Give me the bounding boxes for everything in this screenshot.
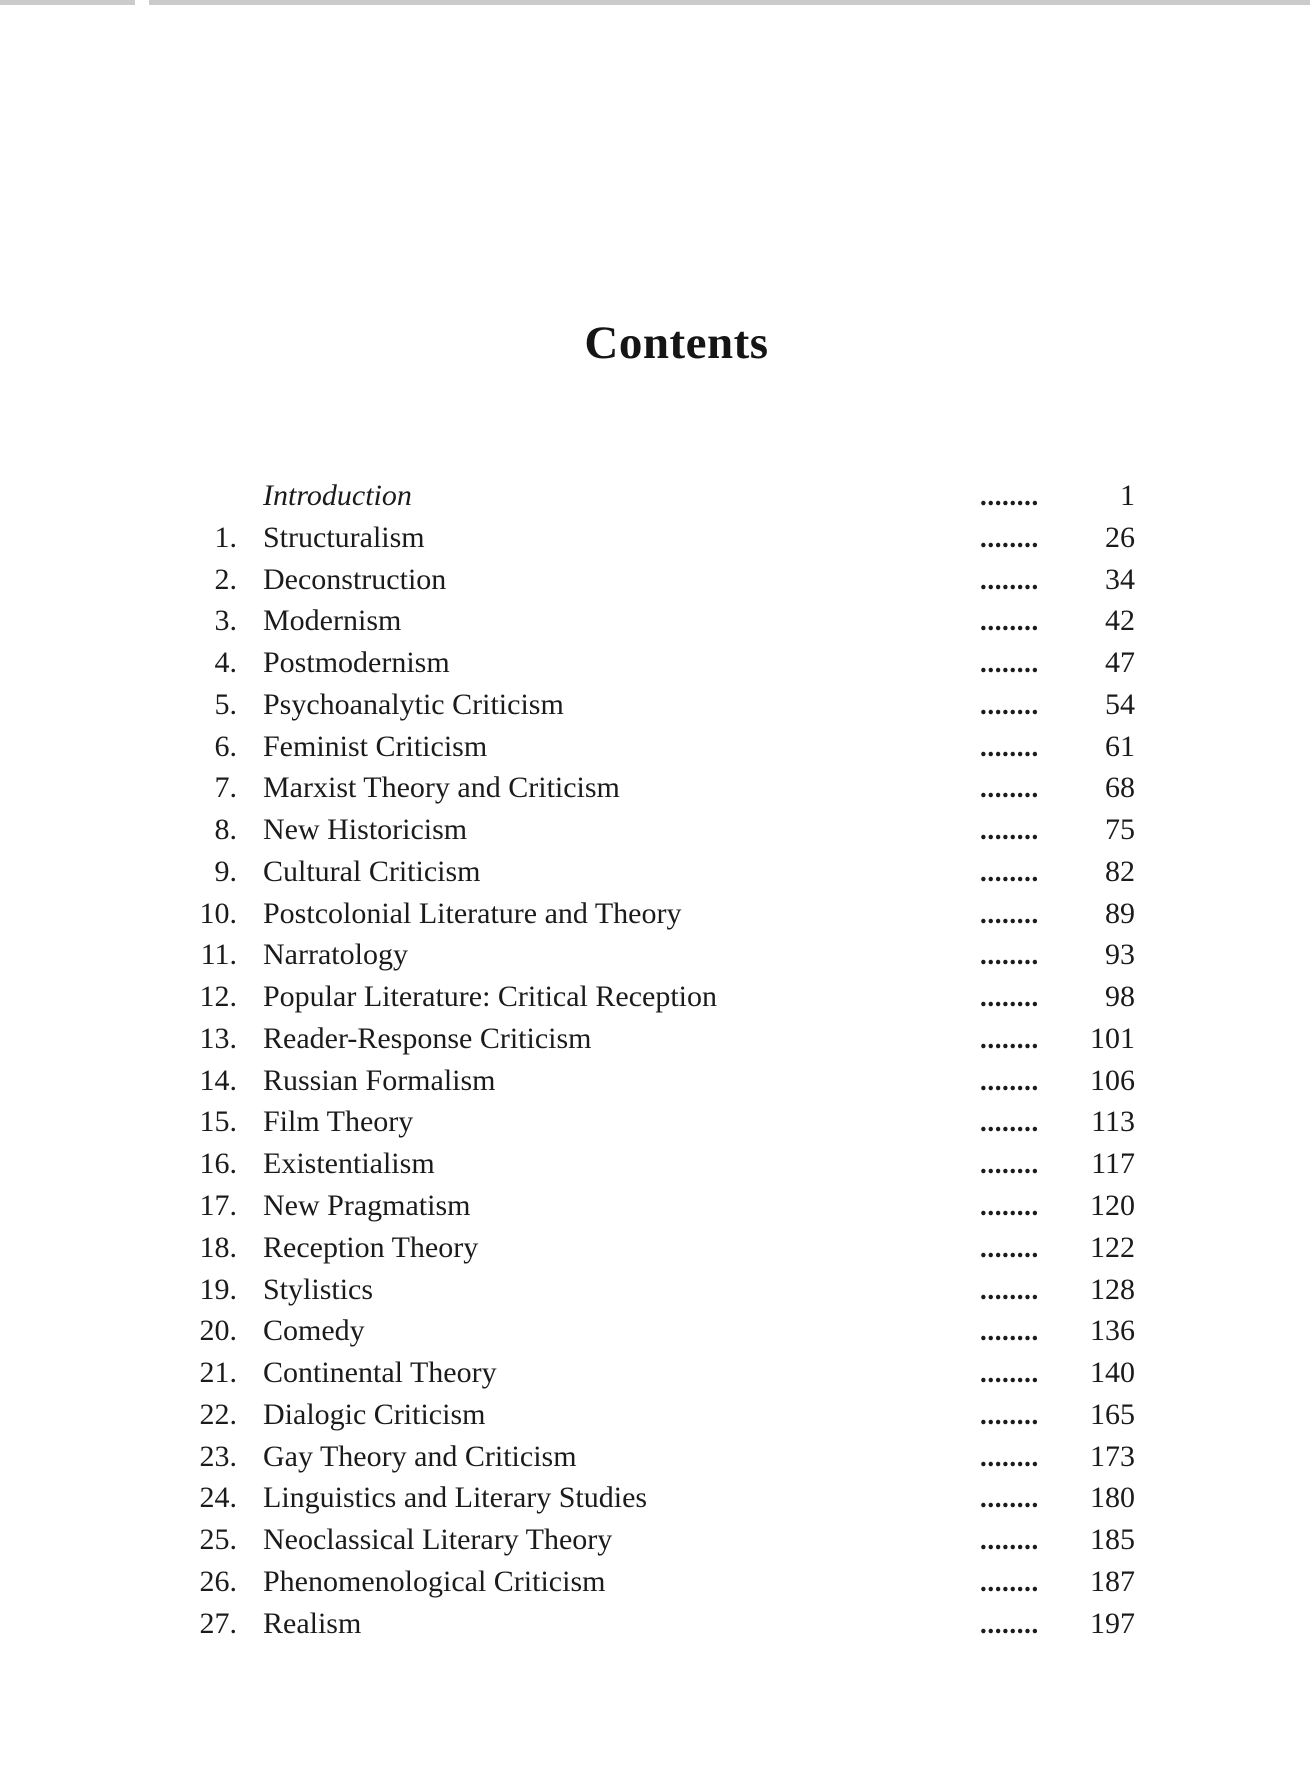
toc-entry-page-number: 54 [1105,687,1135,721]
toc-entry-number: 10. [199,896,237,930]
toc-entry-page-number: 120 [1090,1189,1135,1223]
toc-entry-page-number: 173 [1090,1439,1135,1473]
toc-entry-title: Postmodernism [263,646,450,680]
toc-row [190,1310,1135,1352]
toc-entry-page-number: 128 [1090,1272,1135,1306]
toc-row [190,1101,1135,1143]
toc-entry-title: Russian Formalism [263,1063,496,1097]
toc-row [190,1018,1135,1060]
toc-entry-title: Cultural Criticism [263,854,481,888]
toc-entry-number: 15. [199,1105,237,1139]
toc-entry-title: Gay Theory and Criticism [263,1439,577,1473]
toc-entry-page-number: 82 [1105,854,1135,888]
toc-entry-page-number: 42 [1105,604,1135,638]
page-title: Contents [584,317,769,369]
toc-entry-number: 5. [214,687,237,721]
toc-entry-title: Marxist Theory and Criticism [263,771,620,805]
toc-row [190,600,1135,642]
toc-entry-title: Phenomenological Criticism [263,1564,606,1598]
toc-entry-title: Psychoanalytic Criticism [263,687,564,721]
toc-entry-number: 27. [199,1606,237,1640]
toc-entry-title: Stylistics [263,1272,374,1306]
toc-dot-leader: ........ [980,689,1039,720]
toc-dot-leader: ........ [980,1441,1039,1472]
toc-dot-leader: ........ [980,1274,1039,1305]
toc-entry-page-number: 197 [1090,1606,1135,1640]
toc-entry-number: 13. [199,1021,237,1055]
toc-dot-leader: ........ [980,1358,1039,1389]
toc-dot-leader: ........ [980,940,1039,971]
toc-entry-number: 11. [200,938,237,972]
toc-row [190,517,1135,559]
toc-entry-number: 23. [199,1439,237,1473]
toc-dot-leader: ........ [980,1316,1039,1347]
toc-entry-number: 3. [214,604,237,638]
toc-dot-leader: ........ [980,481,1039,511]
toc-entry-number: 4. [214,646,237,680]
toc-row [190,1436,1135,1478]
toc-dot-leader: ........ [980,522,1039,553]
toc-dot-leader: ........ [980,1608,1039,1639]
toc-entry-title: Modernism [263,604,402,638]
toc-row [190,1269,1135,1311]
toc-row [190,934,1135,976]
toc-entry-page-number: 140 [1090,1356,1135,1390]
toc-dot-leader: ........ [980,1525,1039,1556]
toc-entry-title: Neoclassical Literary Theory [263,1523,613,1557]
toc-row [190,976,1135,1018]
toc-entry-title: New Pragmatism [263,1189,471,1223]
toc-entry-number: 16. [199,1147,237,1181]
toc-dot-leader: ........ [980,1483,1039,1514]
toc-row [190,809,1135,851]
toc-entry-page-number: 136 [1090,1314,1135,1348]
toc-row [190,642,1135,684]
toc-dot-leader: ........ [980,815,1039,846]
toc-entry-title: Postcolonial Literature and Theory [263,896,682,930]
toc-entry-page-number: 93 [1105,938,1135,972]
toc-row [190,1060,1135,1102]
toc-row [190,893,1135,935]
toc-row [190,1394,1135,1436]
toc-row [190,1561,1135,1603]
toc-entry-number: 7. [214,771,237,805]
toc-entry-page-number: 98 [1105,980,1135,1014]
toc-entry-number: 1. [214,520,237,554]
toc-dot-leader: ........ [980,606,1039,637]
toc-dot-leader: ........ [980,982,1039,1013]
toc-entry-number: 20. [199,1314,237,1348]
toc-dot-leader: ........ [980,856,1039,887]
toc-entry-title: Narratology [263,938,408,972]
page-top-edge [0,0,1310,5]
toc-row [190,767,1135,809]
toc-entry-title: Popular Literature: Critical Reception [263,980,718,1014]
toc-dot-leader: ........ [980,1149,1039,1180]
toc-dot-leader: ........ [980,1566,1039,1597]
toc-entry-title: Introduction [263,479,412,512]
toc-entry-page-number: 89 [1105,896,1135,930]
toc-entry-page-number: 101 [1090,1021,1135,1055]
toc-row [190,559,1135,601]
toc-entry-number: 9. [214,854,237,888]
toc-dot-leader: ........ [980,648,1039,679]
table-of-contents [190,475,1135,1644]
toc-dot-leader: ........ [980,1232,1039,1263]
toc-dot-leader: ........ [980,1399,1039,1430]
toc-row [190,684,1135,726]
toc-entry-page-number: 26 [1105,520,1135,554]
toc-entry-title: Comedy [263,1314,365,1348]
toc-entry-title: Feminist Criticism [263,729,488,763]
toc-entry-page-number: 68 [1105,771,1135,805]
toc-entry-title: Deconstruction [263,562,447,596]
toc-dot-leader: ........ [980,1065,1039,1096]
toc-row [190,1185,1135,1227]
toc-entry-number: 14. [199,1063,237,1097]
toc-entry-page-number: 106 [1090,1063,1135,1097]
toc-entry-page-number: 75 [1105,813,1135,847]
toc-dot-leader: ........ [980,1023,1039,1054]
toc-row [190,1519,1135,1561]
toc-entry-number: 22. [199,1397,237,1431]
top-edge-left-segment [0,0,135,5]
toc-entry-page-number: 185 [1090,1523,1135,1557]
toc-dot-leader: ........ [980,1191,1039,1222]
toc-dot-leader: ........ [980,731,1039,762]
toc-entry-title: Continental Theory [263,1356,497,1390]
toc-row [190,851,1135,893]
toc-entry-title: Structuralism [263,520,425,554]
toc-row [190,1477,1135,1519]
toc-entry-title: Reader-Response Criticism [263,1021,592,1055]
toc-entry-number: 19. [199,1272,237,1306]
toc-row [190,1603,1135,1645]
toc-entry-title: Realism [263,1606,362,1640]
toc-dot-leader: ........ [980,564,1039,595]
toc-entry-title: Film Theory [263,1105,414,1139]
toc-entry-page-number: 117 [1091,1147,1135,1181]
toc-entry-number: 26. [199,1564,237,1598]
toc-entry-number: 21. [199,1356,237,1390]
toc-entry-page-number: 113 [1091,1105,1135,1139]
toc-entry-title: Dialogic Criticism [263,1397,486,1431]
toc-entry-number: 24. [199,1481,237,1515]
toc-dot-leader: ........ [980,1107,1039,1138]
toc-entry-page-number: 187 [1090,1564,1135,1598]
toc-entry-page-number: 61 [1105,729,1135,763]
toc-entry-title: Linguistics and Literary Studies [263,1481,648,1515]
toc-row [190,1352,1135,1394]
toc-entry-page-number: 1 [1120,479,1135,512]
toc-entry-number: 2. [214,562,237,596]
toc-entry-number: 6. [214,729,237,763]
toc-entry-number: 17. [199,1189,237,1223]
toc-entry-title: Existentialism [263,1147,435,1181]
toc-entry-page-number: 34 [1105,562,1135,596]
toc-entry-page-number: 180 [1090,1481,1135,1515]
toc-entry-page-number: 47 [1105,646,1135,680]
toc-entry-page-number: 122 [1090,1230,1135,1264]
toc-entry-title: Reception Theory [263,1230,479,1264]
toc-dot-leader: ........ [980,773,1039,804]
toc-entry-number: 18. [199,1230,237,1264]
toc-entry-title: New Historicism [263,813,468,847]
toc-dot-leader: ........ [980,898,1039,929]
top-edge-right-segment [149,0,1310,5]
toc-entry-number: 12. [199,980,237,1014]
toc-row [190,1227,1135,1269]
toc-entry-page-number: 165 [1090,1397,1135,1431]
toc-entry-number: 25. [199,1523,237,1557]
toc-entry-number: 8. [214,813,237,847]
toc-row [190,726,1135,768]
toc-row [190,1143,1135,1185]
toc-row [190,475,1135,517]
